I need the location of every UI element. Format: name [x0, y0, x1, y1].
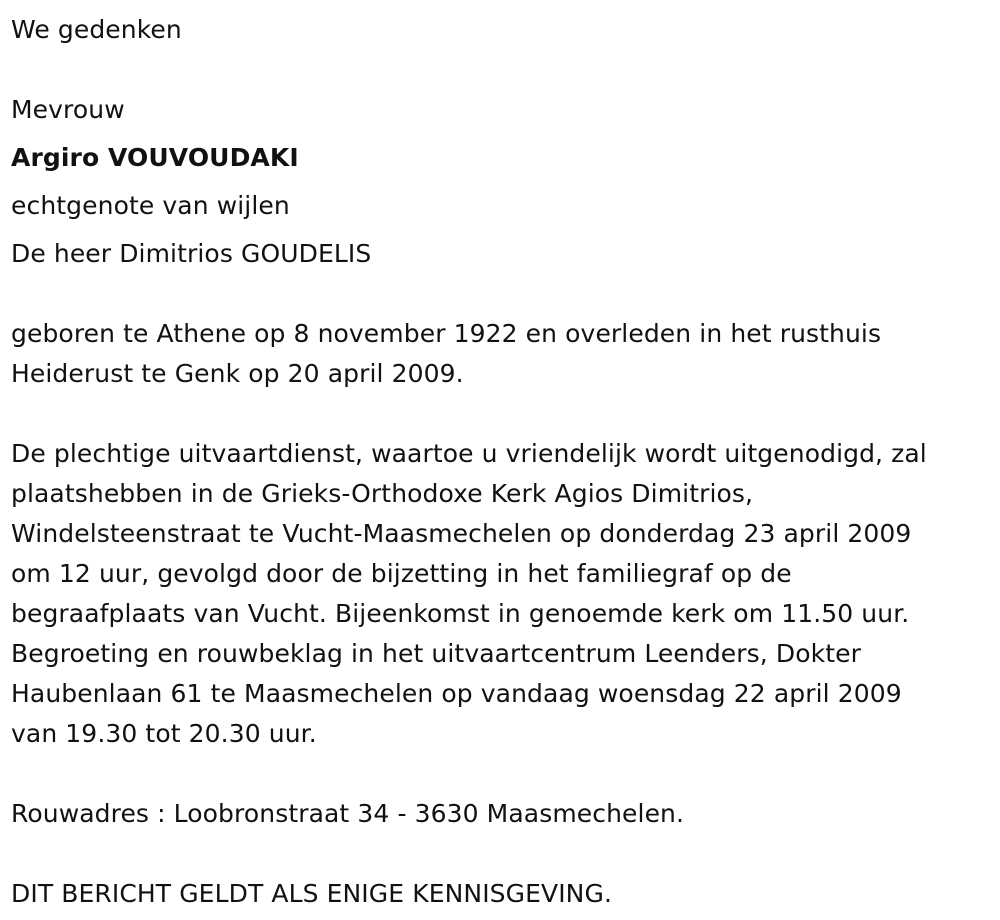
paragraph-line: van 19.30 tot 20.30 uur.: [11, 719, 317, 748]
intro-text: We gedenken: [11, 15, 182, 44]
paragraph-line: De plechtige uitvaartdienst, waartoe u vriendelijk wordt uitgenodigd, zal: [11, 439, 927, 468]
spacer: [11, 274, 1000, 314]
paragraph-line: begraafplaats van Vucht. Bijeenkomst in genoemde kerk om 11.50 uur.: [11, 599, 910, 628]
paragraph-line: plaatshebben in de Grieks-Orthodoxe Kerk Agios Dimitrios,: [11, 479, 754, 508]
deceased-name: Argiro VOUVOUDAKI: [11, 143, 299, 172]
spouse-name: De heer Dimitrios GOUDELIS: [11, 239, 372, 268]
spacer: [11, 834, 1000, 874]
paragraph-line: Windelsteenstraat te Vucht-Maasmechelen op donderdag 23 april 2009: [11, 519, 912, 548]
paragraph-line: om 12 uur, gevolgd door de bijzetting in het familiegraf op de: [11, 559, 792, 588]
paragraph-line: Haubenlaan 61 te Maasmechelen op vandaag woensdag 22 april 2009: [11, 679, 902, 708]
service-paragraph: [11, 434, 1000, 754]
spacer: [11, 394, 1000, 434]
relation-text: echtgenote van wijlen: [11, 191, 290, 220]
birth-death-paragraph: [11, 314, 1000, 394]
paragraph-line: Heiderust te Genk op 20 april 2009.: [11, 359, 464, 388]
notice-text: DIT BERICHT GELDT ALS ENIGE KENNISGEVING.: [11, 879, 612, 908]
spacer: [11, 50, 1000, 90]
title-prefix: Mevrouw: [11, 95, 125, 124]
paragraph-line: Begroeting en rouwbeklag in het uitvaartcentrum Leenders, Dokter: [11, 639, 861, 668]
mourning-address: Rouwadres : Loobronstraat 34 - 3630 Maasmechelen.: [11, 799, 685, 828]
paragraph-line: geboren te Athene op 8 november 1922 en overleden in het rusthuis: [11, 319, 882, 348]
spacer: [11, 754, 1000, 794]
